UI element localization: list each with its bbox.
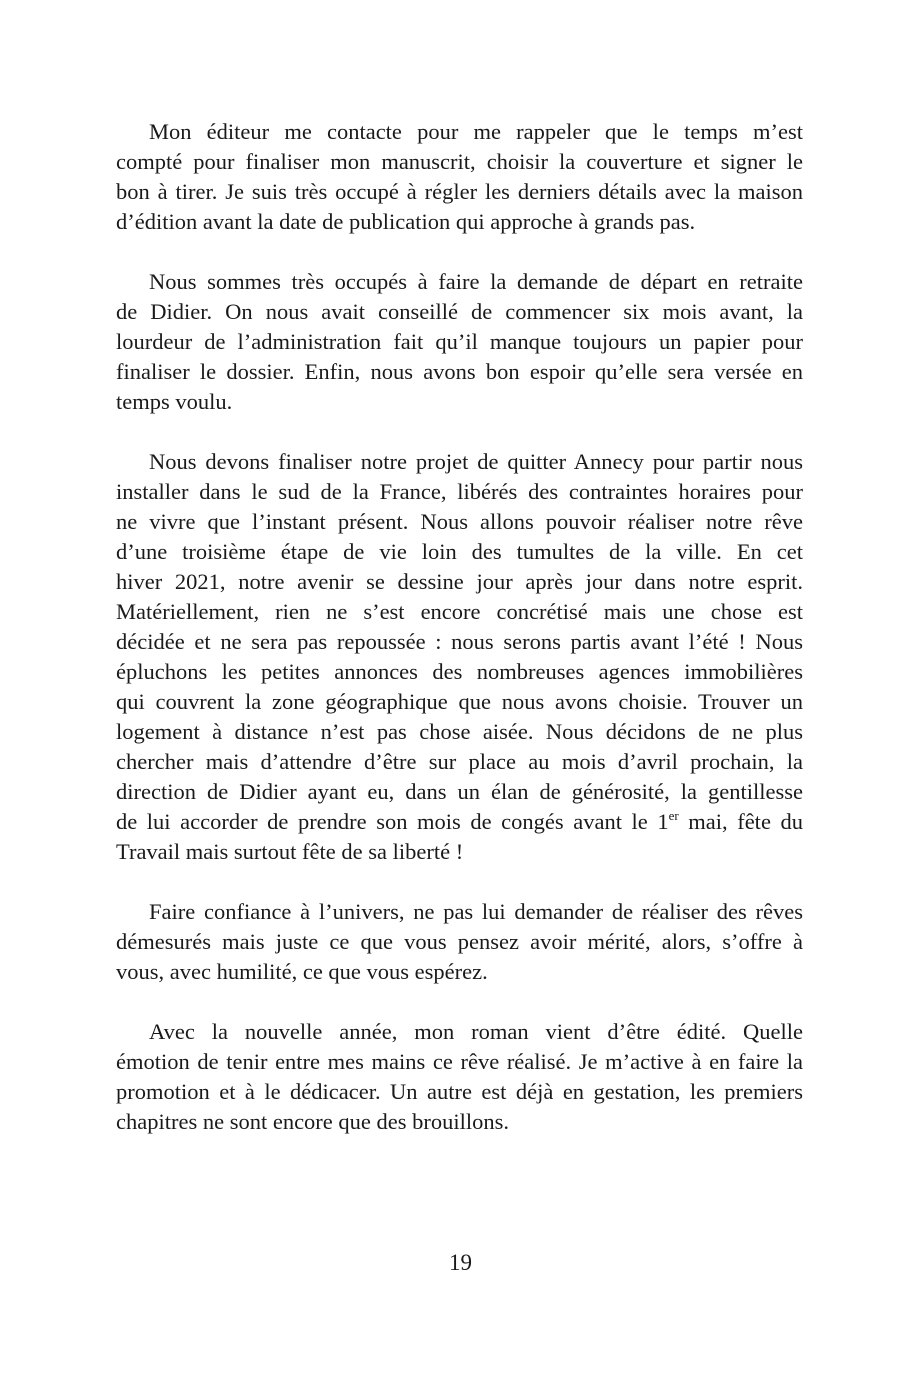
text-line-with-superscript (116, 807, 803, 837)
text-segment: de lui accorder de prendre son mois de congés avant le 1 (116, 809, 669, 834)
text-line: bon à tirer. Je suis très occupé à régler les derniers détails avec la maison (116, 179, 803, 204)
text-line: ne vivre que l’instant présent. Nous allons pouvoir réaliser notre rêve (116, 509, 803, 534)
text-segment: mai, fête du (678, 809, 803, 834)
text-line: chapitres ne sont encore que des brouillons. (116, 1109, 510, 1134)
text-line: décidée et ne sera pas repoussée : nous serons partis avant l’été ! Nous (116, 629, 803, 654)
text-line: d’une troisième étape de vie loin des tumultes de la ville. En cet (116, 539, 803, 564)
text-line: Travail mais surtout fête de sa liberté ! (116, 839, 464, 864)
text-line: qui couvrent la zone géographique que nous avons choisie. Trouver un (116, 689, 803, 714)
text-line: émotion de tenir entre mes mains ce rêve réalisé. Je m’active à en faire la (116, 1049, 803, 1074)
text-line: logement à distance n’est pas chose aisée. Nous décidons de ne plus (116, 719, 803, 744)
text-line: Nous sommes très occupés à faire la demande de départ en retraite (149, 269, 803, 294)
text-line: lourdeur de l’administration fait qu’il manque toujours un papier pour (116, 329, 803, 354)
text-line: Nous devons finaliser notre projet de quitter Annecy pour partir nous (149, 449, 803, 474)
text-line: compté pour finaliser mon manuscrit, choisir la couverture et signer le (116, 149, 803, 174)
text-line: finaliser le dossier. Enfin, nous avons bon espoir qu’elle sera versée en (116, 359, 803, 384)
text-line: hiver 2021, notre avenir se dessine jour après jour dans notre esprit. (116, 569, 803, 594)
paragraph-5 (116, 1017, 803, 1137)
page-number: 19 (449, 1250, 472, 1275)
text-line: Matériellement, rien ne s’est encore concrétisé mais une chose est (116, 599, 803, 624)
paragraph-3 (116, 447, 803, 867)
text-line: démesurés mais juste ce que vous pensez avoir mérité, alors, s’offre à (116, 929, 803, 954)
text-line: épluchons les petites annonces des nombreuses agences immobilières (116, 659, 803, 684)
text-line: de Didier. On nous avait conseillé de commencer six mois avant, la (116, 299, 803, 324)
text-line: direction de Didier ayant eu, dans un élan de générosité, la gentillesse (116, 779, 803, 804)
text-line: Avec la nouvelle année, mon roman vient d’être édité. Quelle (149, 1019, 803, 1044)
text-line: Faire confiance à l’univers, ne pas lui demander de réaliser des rêves (149, 899, 803, 924)
text-line: temps voulu. (116, 389, 233, 414)
text-line: promotion et à le dédicacer. Un autre est déjà en gestation, les premiers (116, 1079, 803, 1104)
text-line: vous, avec humilité, ce que vous espérez. (116, 959, 488, 984)
ordinal-superscript: er (668, 808, 679, 823)
paragraph-1 (116, 117, 803, 237)
body-text (116, 117, 803, 1167)
text-line: Mon éditeur me contacte pour me rappeler que le temps m’est (149, 119, 803, 144)
text-line: installer dans le sud de la France, libérés des contraintes horaires pour (116, 479, 803, 504)
paragraph-4 (116, 897, 803, 987)
text-line: d’édition avant la date de publication qui approche à grands pas. (116, 209, 696, 234)
paragraph-2 (116, 267, 803, 417)
text-line: chercher mais d’attendre d’être sur place au mois d’avril prochain, la (116, 749, 803, 774)
